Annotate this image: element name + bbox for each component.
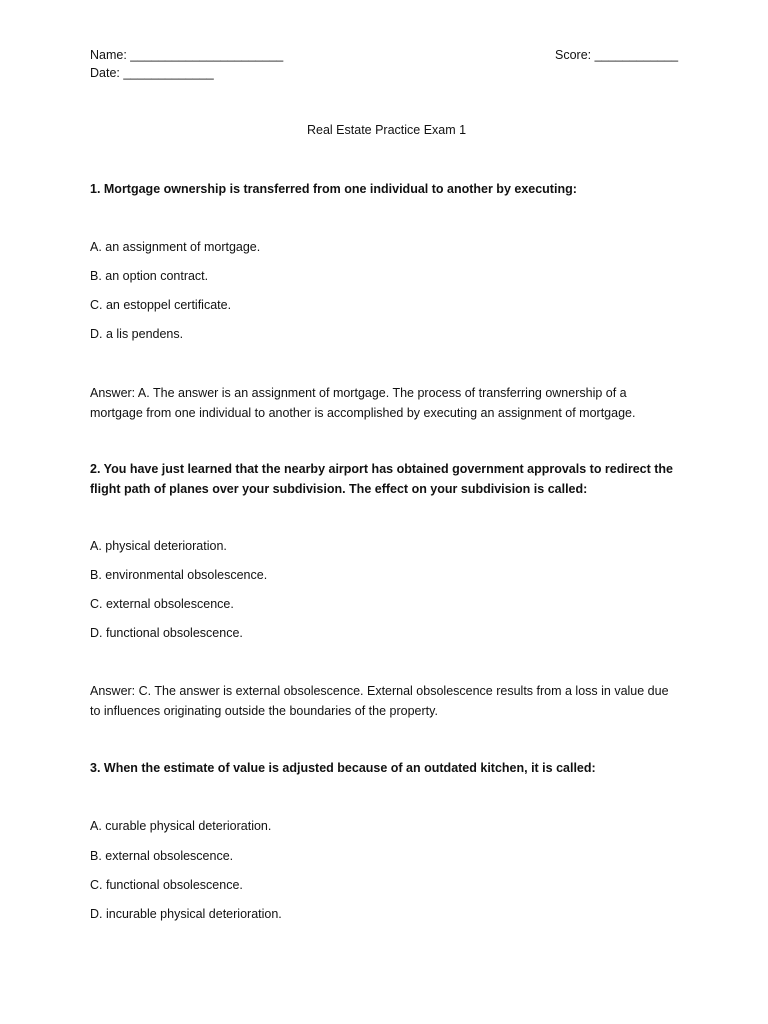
question-2-option-b: B. environmental obsolescence. xyxy=(90,568,268,582)
question-line: 2. You have just learned that the nearby airport has obtained government approvals to redirect the xyxy=(90,462,674,476)
score-field: Score: ____________ xyxy=(555,48,679,62)
question-1-answer xyxy=(90,383,680,423)
question-1-option-c: C. an estoppel certificate. xyxy=(90,298,232,312)
question-3-option-d: D. incurable physical deterioration. xyxy=(90,907,282,921)
answer-line: mortgage from one individual to another is accomplished by executing an assignment of mortgage. xyxy=(90,406,636,420)
exam-title: Real Estate Practice Exam 1 xyxy=(307,123,467,137)
name-field: Name: ______________________ xyxy=(90,48,284,62)
question-3-option-a: A. curable physical deterioration. xyxy=(90,819,272,833)
date-field: Date: _____________ xyxy=(90,66,214,80)
question-1-option-a: A. an assignment of mortgage. xyxy=(90,240,261,254)
answer-line: Answer: A. The answer is an assignment of mortgage. The process of transferring ownership of a xyxy=(90,386,627,400)
question-1: 1. Mortgage ownership is transferred from one individual to another by executing: xyxy=(90,182,577,196)
answer-line: Answer: C. The answer is external obsolescence. External obsolescence results from a loss in value due xyxy=(90,684,669,698)
question-1-option-d: D. a lis pendens. xyxy=(90,327,184,341)
question-3: 3. When the estimate of value is adjusted because of an outdated kitchen, it is called: xyxy=(90,761,596,775)
question-2 xyxy=(90,459,680,499)
question-3-option-b: B. external obsolescence. xyxy=(90,849,234,863)
question-2-answer xyxy=(90,681,680,721)
question-2-option-c: C. external obsolescence. xyxy=(90,597,234,611)
answer-line: to influences originating outside the boundaries of the property. xyxy=(90,704,438,718)
question-line: flight path of planes over your subdivision. The effect on your subdivision is called: xyxy=(90,482,588,496)
question-1-option-b: B. an option contract. xyxy=(90,269,209,283)
question-2-option-d: D. functional obsolescence. xyxy=(90,626,243,640)
question-2-option-a: A. physical deterioration. xyxy=(90,539,227,553)
question-3-option-c: C. functional obsolescence. xyxy=(90,878,243,892)
